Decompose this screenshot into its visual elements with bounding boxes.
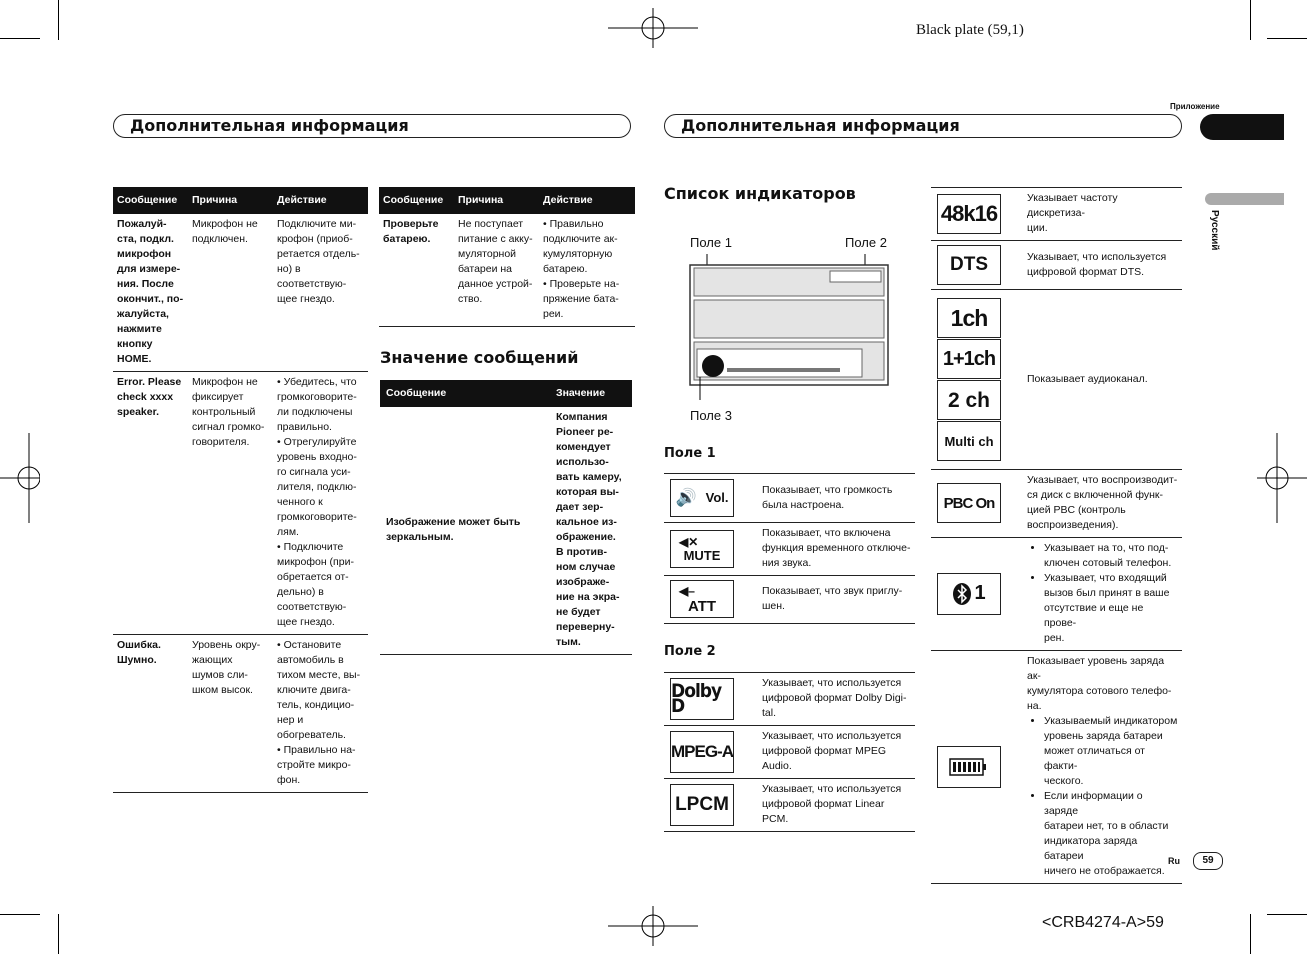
message-meaning-table — [380, 380, 632, 655]
dolby-digital-icon: Dolby D — [670, 678, 734, 720]
footer-code: <CRB4274-A>59 — [1042, 914, 1164, 931]
indicator-description: Указывает частоту дискретиза- ции. — [1023, 188, 1182, 241]
table-row — [931, 470, 1182, 538]
table-row — [931, 538, 1182, 651]
diagram-field3-label: Поле 3 — [690, 408, 732, 423]
field2-table — [664, 672, 915, 832]
field1-heading: Поле 1 — [664, 446, 716, 461]
indicator-description: Показывает, что включена функция временного отключе- ния звука. — [758, 523, 915, 576]
battery-messages-table — [379, 187, 635, 327]
att-icon: ◀– ATT — [670, 580, 734, 618]
message-cell: Изображение может быть зеркальным. — [380, 407, 552, 655]
crop-mark — [1267, 38, 1307, 39]
volume-icon: 🔊 Vol. — [670, 479, 734, 517]
indicator-description: Показывает уровень заряда ак- кумулятора сотового телефо- на. — [1027, 655, 1172, 712]
diagram-field2-label: Поле 2 — [845, 235, 887, 250]
registration-mark-right — [1257, 433, 1307, 523]
dts-icon: DTS — [937, 245, 1001, 285]
pbc-on-icon: PBC On — [937, 483, 1001, 523]
indicators-heading: Список индикаторов — [664, 184, 856, 203]
indicator-description: Показывает, что звук приглу- шен. — [758, 576, 915, 624]
message-cell: Проверьте батарею. — [379, 214, 454, 327]
page-number: 59 — [1193, 852, 1223, 870]
field2-heading: Поле 2 — [664, 644, 716, 659]
action-cell: • Правильно подключите ак- кумуляторную батарею. • Проверьте на- пряжение бата- реи. — [539, 214, 635, 327]
registration-mark-bottom — [608, 906, 698, 946]
table-row — [664, 779, 915, 832]
crop-mark — [1250, 0, 1251, 40]
right-page-title: Дополнительная информация — [664, 114, 1182, 138]
message-cell: Ошибка. Шумно. — [113, 635, 188, 793]
table-row — [380, 407, 632, 655]
att-icon-label: ATT — [687, 598, 717, 615]
battery-icon — [937, 746, 1001, 788]
cause-cell: Микрофон не подключен. — [188, 214, 273, 372]
missed-call-count: 1 — [974, 582, 986, 604]
table-row — [113, 372, 368, 635]
col-cause: Причина — [188, 187, 273, 214]
table-row — [664, 576, 915, 624]
table-row — [664, 523, 915, 576]
cause-cell: Микрофон не фиксирует контрольный сигнал громко- говорителя. — [188, 372, 273, 635]
action-cell: • Убедитесь, что громкоговорите- ли подключены правильно. • Отрегулируйте уровень входно- го сигнала уси- лителя, подклю- ченного к громкоговорите- лям. • Подключите микрофон (при- обретается от- дельно) в соответствую- щее гнездо. — [273, 372, 368, 635]
col-meaning: Значение — [552, 380, 632, 407]
field1-table — [664, 473, 915, 624]
action-cell: Подключите ми- крофон (приоб- ретается отдель- но) в соответствую- щее гнездо. — [273, 214, 368, 372]
mute-icon: ◀✕ MUTE — [670, 530, 734, 568]
indicator-description: Указывает, что используется цифровой формат Linear PCM. — [758, 779, 915, 832]
footer-lang: Ru — [1168, 856, 1180, 866]
col-message: Сообщение — [379, 187, 454, 214]
table-row — [931, 290, 1182, 470]
meaning-cell: Компания Pioneer ре- комендует использо- вать камеру, которая вы- дает зер- кальное из- ображение. В против- ном случае изображе- ние на экра- не будет переверну- тым. — [552, 407, 632, 655]
battery-level-icon — [949, 757, 989, 777]
table-row — [931, 241, 1182, 290]
registration-mark-left — [0, 433, 40, 523]
lpcm-icon: LPCM — [670, 784, 734, 826]
table-row — [113, 214, 368, 372]
col-action: Действие — [539, 187, 635, 214]
plate-label: Black plate (59,1) — [916, 22, 1024, 38]
channel-1ch-icon: 1ch — [937, 298, 1001, 338]
table-row — [931, 651, 1182, 884]
message-cell: Пожалуй- ста, подкл. микрофон для измере- ния. После окончит., по- жалуйста, нажмите кнопку HOME. — [113, 214, 188, 372]
registration-mark-top — [608, 8, 698, 48]
mpeg-audio-icon: MPEG-A — [670, 731, 734, 773]
indicator-description: Указывает, что воспроизводит- ся диск с включенной функ- цией PBC (контроль воспроизведения). — [1023, 470, 1182, 538]
table-row — [664, 726, 915, 779]
cause-cell: Не поступает питание с акку- муляторной батареи на данное устрой- ство. — [454, 214, 539, 327]
indicator-description: Указывает, что используется цифровой формат Dolby Digi- tal. — [758, 673, 915, 726]
table-row — [113, 635, 368, 793]
action-cell: • Остановите автомобиль в тихом месте, вы- ключите двига- тель, кондицио- нер и обогреватель. • Правильно на- стройте микро- фон. — [273, 635, 368, 793]
table-row — [931, 188, 1182, 241]
diagram-field1-label: Поле 1 — [690, 235, 732, 250]
table-row — [664, 673, 915, 726]
crop-mark — [1250, 914, 1251, 954]
crop-mark — [58, 914, 59, 954]
bluetooth-icon — [952, 582, 972, 606]
display-diagram — [685, 250, 895, 410]
bluetooth-phone-icon — [937, 573, 1001, 615]
list-item: • Указывает, что входящий вызов был принят в ваше отсутствие и еще не прове- рен. — [1044, 571, 1178, 646]
list-item: • Указываемый индикатором уровень заряда батареи может отличаться от факти- ческого. — [1044, 714, 1178, 789]
section-label: Приложение — [1170, 102, 1220, 111]
list-item: • Указывает на то, что под- ключен сотовый телефон. — [1044, 541, 1178, 571]
table-row — [379, 214, 635, 327]
col-message: Сообщение — [113, 187, 188, 214]
left-page-title: Дополнительная информация — [113, 114, 631, 138]
language-tab-bar — [1205, 193, 1284, 205]
mute-icon-label: MUTE — [683, 547, 721, 563]
crop-mark — [1267, 914, 1307, 915]
messages-heading: Значение сообщений — [380, 348, 579, 367]
col-message: Сообщение — [380, 380, 552, 407]
list-item: • Если информации о заряде батареи нет, то в области индикатора заряда батареи ничего не отображается. — [1044, 789, 1178, 879]
crop-mark — [0, 914, 40, 915]
col-cause: Причина — [454, 187, 539, 214]
section-tab — [1200, 114, 1284, 140]
crop-mark — [0, 38, 40, 39]
mic-messages-table — [113, 187, 368, 793]
indicator-description: Указывает, что используется цифровой формат MPEG Audio. — [758, 726, 915, 779]
channel-2ch-icon: 2 ch — [937, 380, 1001, 420]
col-action: Действие — [273, 187, 368, 214]
channel-multich-icon: Multi ch — [937, 421, 1001, 461]
crop-mark — [58, 0, 59, 40]
table-row — [664, 474, 915, 523]
cause-cell: Уровень окру- жающих шумов сли- шком высок. — [188, 635, 273, 793]
language-tab: Русский — [1209, 210, 1220, 251]
sampling-rate-icon: 48k16 — [937, 194, 1001, 234]
indicator-description: Указывает, что используется цифровой формат DTS. — [1023, 241, 1182, 290]
message-cell: Error. Please check xxxx speaker. — [113, 372, 188, 635]
indicator-description: Показывает, что громкость была настроена. — [758, 474, 915, 523]
volume-icon-label: Vol. — [705, 490, 729, 505]
audio-indicator-table — [931, 187, 1182, 884]
channel-1plus1ch-icon: 1+1ch — [937, 339, 1001, 379]
indicator-description: Показывает аудиоканал. — [1023, 290, 1182, 470]
